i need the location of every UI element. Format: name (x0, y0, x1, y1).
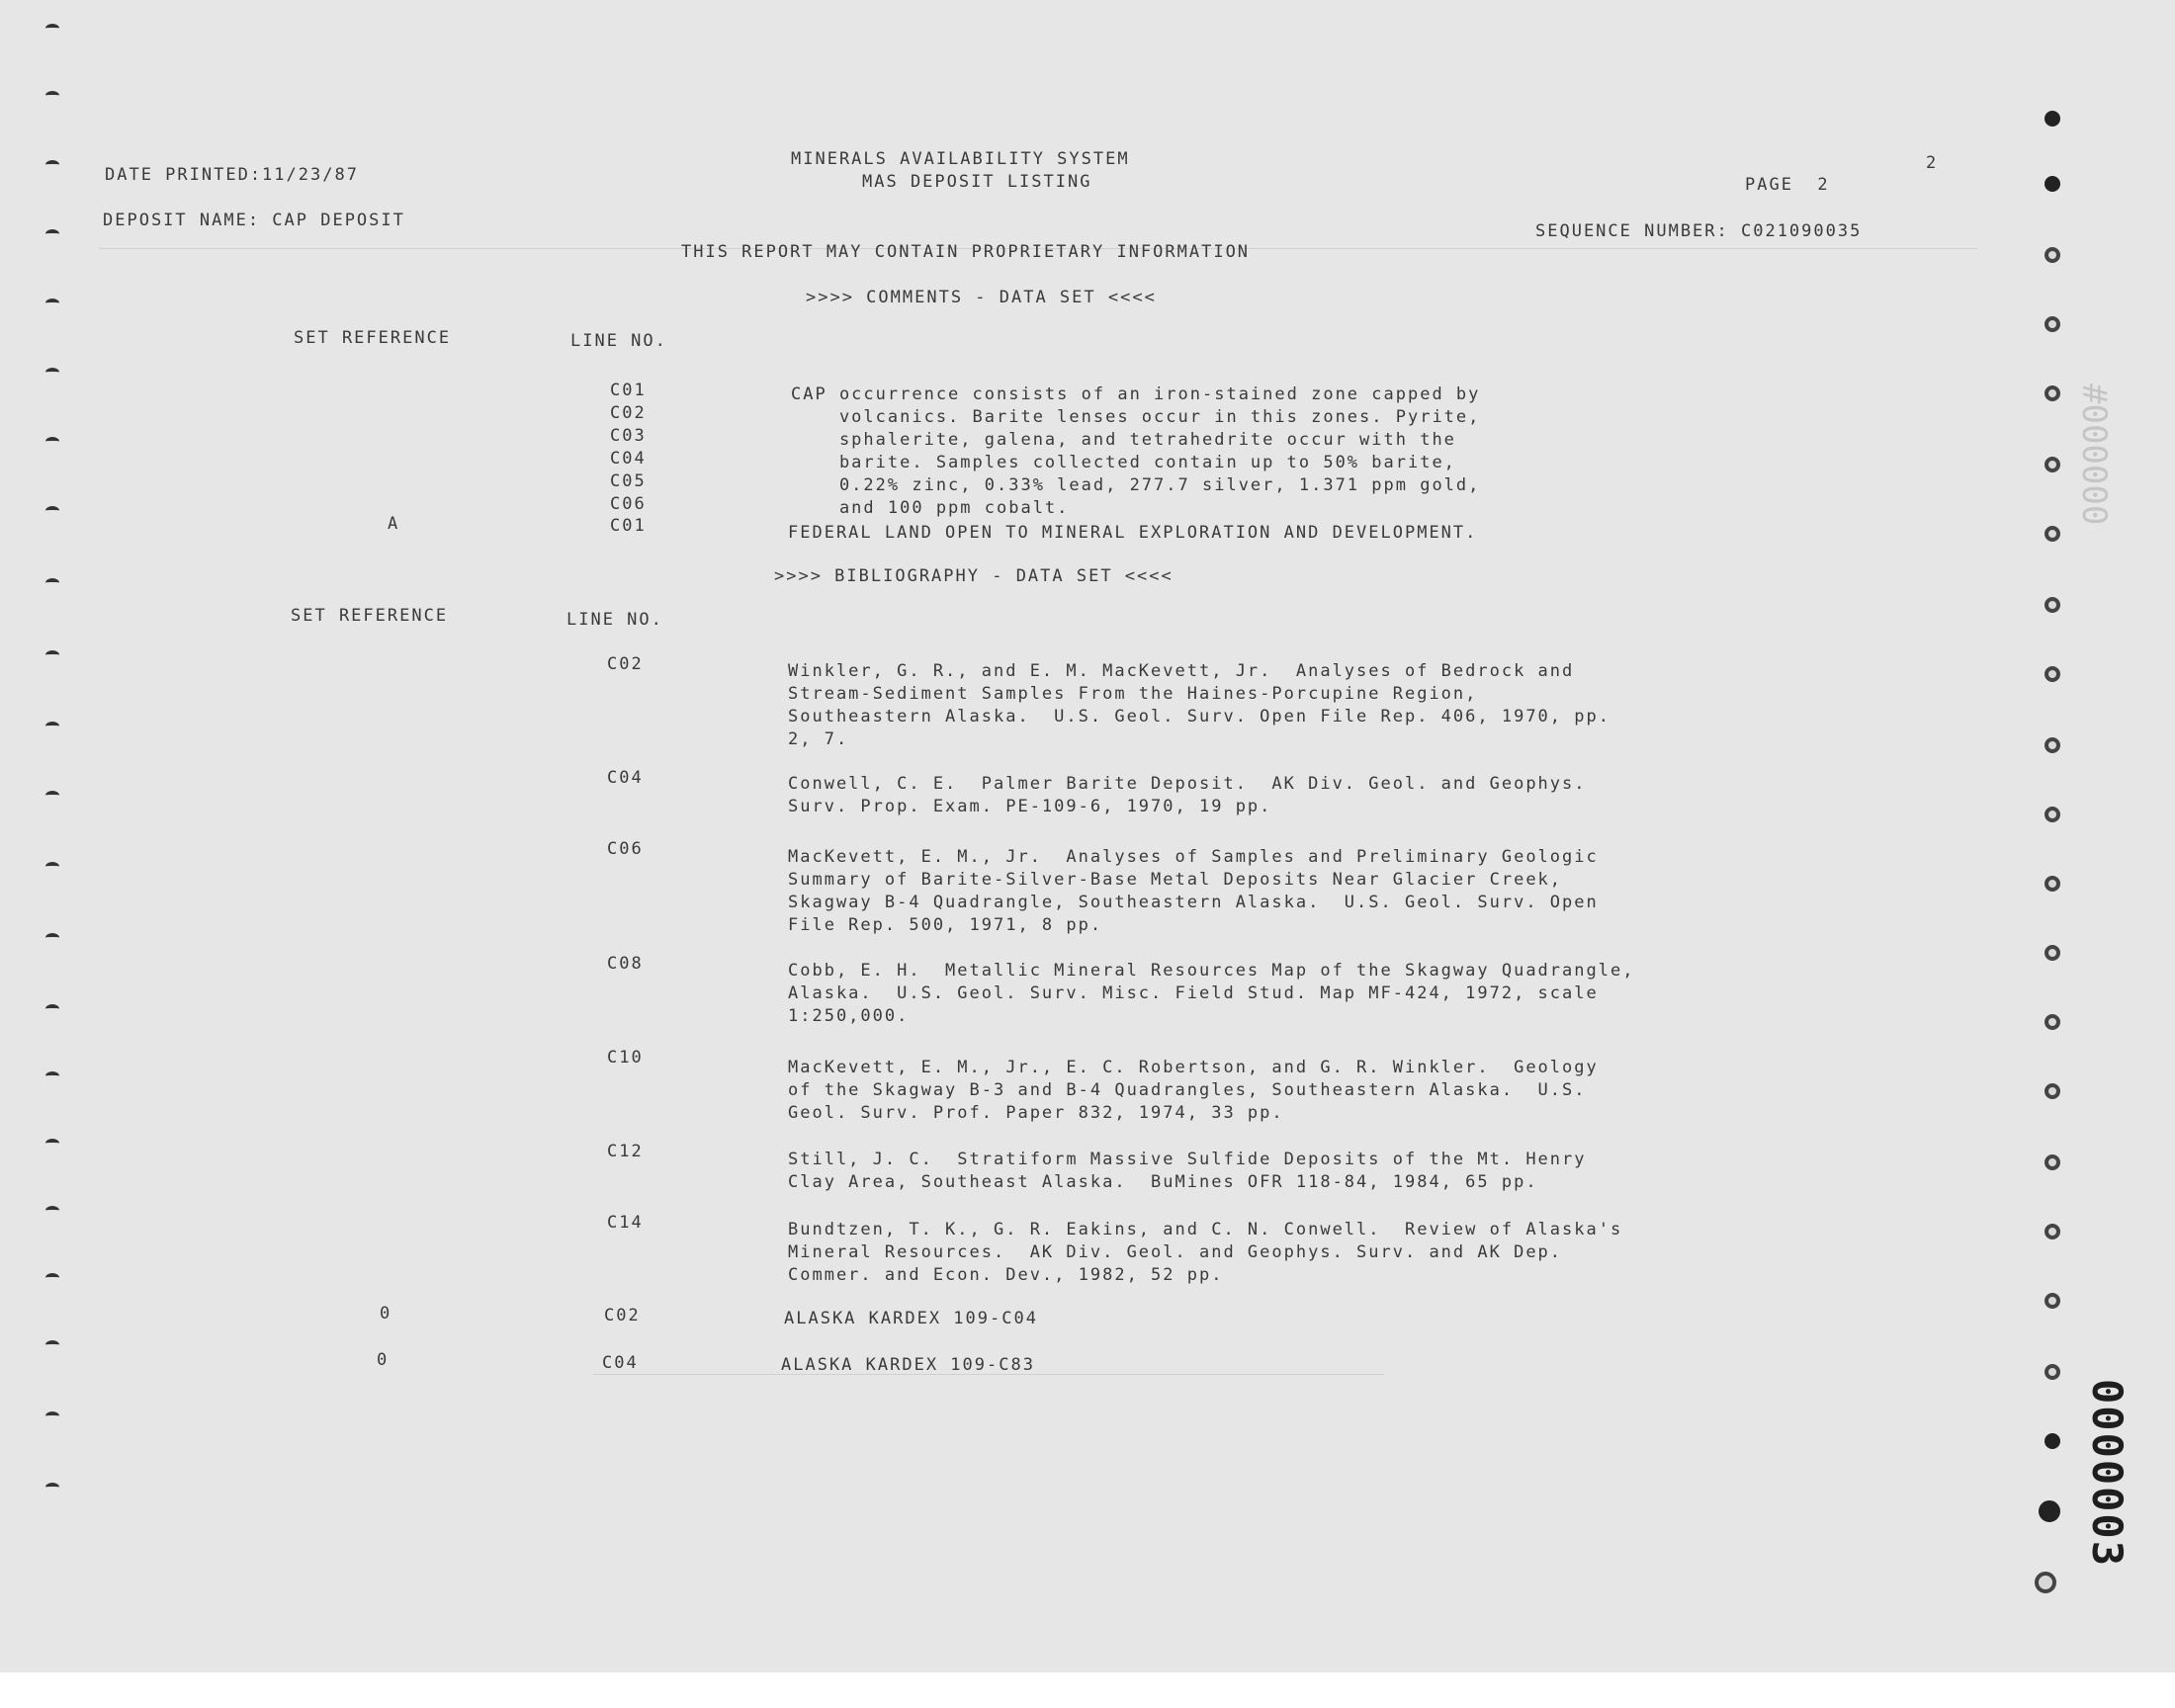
feed-hole-icon (45, 1206, 59, 1215)
bib-text-line: Summary of Barite-Silver-Base Metal Deposits Near Glacier Creek, (788, 870, 1563, 890)
feed-hole-icon (45, 1340, 59, 1349)
feed-hole-icon (2044, 945, 2060, 961)
feed-hole-icon (2044, 597, 2060, 613)
feed-hole-icon (45, 437, 59, 446)
corner-number: 2 (1926, 153, 1939, 173)
system-title: MINERALS AVAILABILITY SYSTEM (791, 149, 1130, 169)
bib-text-line: ALASKA KARDEX 109-C83 (781, 1355, 1035, 1375)
feed-hole-icon (2035, 1572, 2056, 1593)
feed-hole-icon (45, 578, 59, 587)
sequence-number: SEQUENCE NUMBER: C021090035 (1535, 221, 1863, 241)
bib-text-line: Winkler, G. R., and E. M. MacKevett, Jr. Analyses of Bedrock and (788, 661, 1575, 681)
feed-hole-icon (45, 722, 59, 730)
bib-text-line: Alaska. U.S. Geol. Surv. Misc. Field Stud. Map MF-424, 1972, scale (788, 983, 1599, 1003)
date-printed: DATE PRINTED:11/23/87 (105, 165, 359, 185)
feed-hole-icon (2044, 111, 2060, 127)
feed-hole-icon (2044, 1154, 2060, 1170)
bib-text-line: Southeastern Alaska. U.S. Geol. Surv. Open File Rep. 406, 1970, pp. (788, 707, 1610, 726)
bib-line-no: C10 (607, 1048, 644, 1068)
bib-text-line: Clay Area, Southeast Alaska. BuMines OFR 118-84, 1984, 65 pp. (788, 1172, 1538, 1192)
feed-hole-icon (45, 1139, 59, 1148)
comment-line-no: C05 (610, 471, 647, 491)
comment-text: sphalerite, galena, and tetrahedrite occur with the (791, 430, 1456, 450)
dark-stamp-number: 0000003 (2083, 1379, 2132, 1569)
feed-hole-icon (45, 650, 59, 659)
feed-hole-icon (45, 1411, 59, 1420)
comment-set-reference: A (388, 514, 400, 534)
bib-text-line: File Rep. 500, 1971, 8 pp. (788, 915, 1103, 935)
feed-hole-icon (2044, 1433, 2060, 1449)
feed-hole-icon (45, 933, 59, 942)
comments-col-line-no: LINE NO. (570, 331, 667, 351)
bib-text-line: Commer. and Econ. Dev., 1982, 52 pp. (788, 1265, 1224, 1285)
feed-hole-icon (45, 91, 59, 100)
comment-line-no: C04 (610, 449, 647, 469)
bib-line-no: C12 (607, 1142, 644, 1161)
proprietary-notice: THIS REPORT MAY CONTAIN PROPRIETARY INFORMATION (681, 242, 1251, 262)
feed-hole-icon (2044, 666, 2060, 682)
feed-hole-icon (2044, 385, 2060, 401)
bibliography-col-line-no: LINE NO. (566, 610, 663, 630)
comments-heading: >>>> COMMENTS - DATA SET <<<< (806, 288, 1157, 307)
feed-hole-icon (45, 1273, 59, 1282)
bib-text-line: Stream-Sediment Samples From the Haines-Porcupine Region, (788, 684, 1478, 704)
feed-hole-icon (45, 791, 59, 800)
feed-hole-icon (45, 1483, 59, 1492)
feed-hole-icon (2044, 1083, 2060, 1099)
feed-hole-icon (2044, 876, 2060, 892)
bib-text-line: 1:250,000. (788, 1006, 910, 1026)
feed-hole-icon (45, 862, 59, 871)
bib-set-reference: 0 (377, 1350, 390, 1370)
comments-col-set-reference: SET REFERENCE (294, 328, 452, 348)
feed-hole-icon (2044, 1364, 2060, 1380)
feed-hole-icon (45, 1071, 59, 1080)
bibliography-col-set-reference: SET REFERENCE (291, 606, 449, 626)
comment-line-no: C01 (610, 516, 647, 536)
bib-text-line: MacKevett, E. M., Jr., E. C. Robertson, and G. R. Winkler. Geology (788, 1058, 1599, 1077)
comment-text: FEDERAL LAND OPEN TO MINERAL EXPLORATION AND DEVELOPMENT. (788, 523, 1478, 543)
bib-text-line: 2, 7. (788, 729, 849, 749)
bib-line-no: C06 (607, 839, 644, 859)
bib-text-line: Conwell, C. E. Palmer Barite Deposit. AK Div. Geol. and Geophys. (788, 774, 1587, 794)
feed-hole-icon (45, 24, 59, 33)
feed-hole-icon (2044, 526, 2060, 542)
feed-hole-icon (45, 229, 59, 238)
comment-line-no: C03 (610, 426, 647, 446)
bib-line-no: C08 (607, 954, 644, 974)
comment-text: barite. Samples collected contain up to 50% barite, (791, 453, 1456, 472)
bib-text-line: ALASKA KARDEX 109-C04 (784, 1309, 1038, 1328)
comment-text: and 100 ppm cobalt. (791, 498, 1070, 518)
bib-text-line: Geol. Surv. Prof. Paper 832, 1974, 33 pp. (788, 1103, 1284, 1123)
bib-text-line: Cobb, E. H. Metallic Mineral Resources Map of the Skagway Quadrangle, (788, 961, 1635, 981)
feed-hole-icon (45, 299, 59, 307)
comment-text: 0.22% zinc, 0.33% lead, 277.7 silver, 1.371 ppm gold, (791, 475, 1481, 495)
feed-hole-icon (45, 160, 59, 169)
feed-hole-icon (2044, 1293, 2060, 1309)
bibliography-heading: >>>> BIBLIOGRAPHY - DATA SET <<<< (774, 566, 1174, 586)
bib-line-no: C04 (602, 1353, 639, 1373)
feed-hole-icon (2044, 737, 2060, 753)
comment-line-no: C06 (610, 494, 647, 514)
bib-line-no: C04 (607, 768, 644, 788)
feed-hole-icon (2044, 316, 2060, 332)
feed-hole-icon (2044, 1224, 2060, 1239)
bib-text-line: Bundtzen, T. K., G. R. Eakins, and C. N. Conwell. Review of Alaska's (788, 1220, 1623, 1239)
feed-hole-icon (2044, 807, 2060, 822)
feed-hole-icon (45, 368, 59, 377)
feed-hole-icon (45, 1004, 59, 1013)
bib-text-line: Skagway B-4 Quadrangle, Southeastern Alaska. U.S. Geol. Surv. Open (788, 893, 1599, 912)
feed-hole-icon (2039, 1500, 2060, 1522)
bib-text-line: Still, J. C. Stratiform Massive Sulfide Deposits of the Mt. Henry (788, 1150, 1587, 1169)
comment-text: CAP occurrence consists of an iron-stained zone capped by (791, 384, 1481, 404)
bib-text-line: of the Skagway B-3 and B-4 Quadrangles, Southeastern Alaska. U.S. (788, 1080, 1587, 1100)
listing-title: MAS DEPOSIT LISTING (862, 172, 1092, 192)
feed-hole-icon (2044, 176, 2060, 192)
feed-hole-icon (45, 506, 59, 515)
deposit-name: DEPOSIT NAME: CAP DEPOSIT (103, 211, 405, 230)
faint-stamp-number: #000000 (2074, 384, 2114, 526)
bib-line-no: C02 (607, 654, 644, 674)
bib-set-reference: 0 (380, 1304, 392, 1324)
feed-hole-icon (2044, 1014, 2060, 1030)
bib-text-line: MacKevett, E. M., Jr. Analyses of Samples and Preliminary Geologic (788, 847, 1599, 867)
feed-hole-icon (2044, 247, 2060, 263)
comment-text: volcanics. Barite lenses occur in this zones. Pyrite, (791, 407, 1481, 427)
comment-line-no: C02 (610, 403, 647, 423)
page-label: PAGE 2 (1745, 175, 1830, 195)
bib-line-no: C14 (607, 1213, 644, 1233)
bib-text-line: Surv. Prop. Exam. PE-109-6, 1970, 19 pp. (788, 797, 1272, 816)
feed-hole-icon (2044, 457, 2060, 472)
comment-line-no: C01 (610, 381, 647, 400)
bib-line-no: C02 (604, 1306, 641, 1325)
bib-text-line: Mineral Resources. AK Div. Geol. and Geophys. Surv. and AK Dep. (788, 1242, 1563, 1262)
